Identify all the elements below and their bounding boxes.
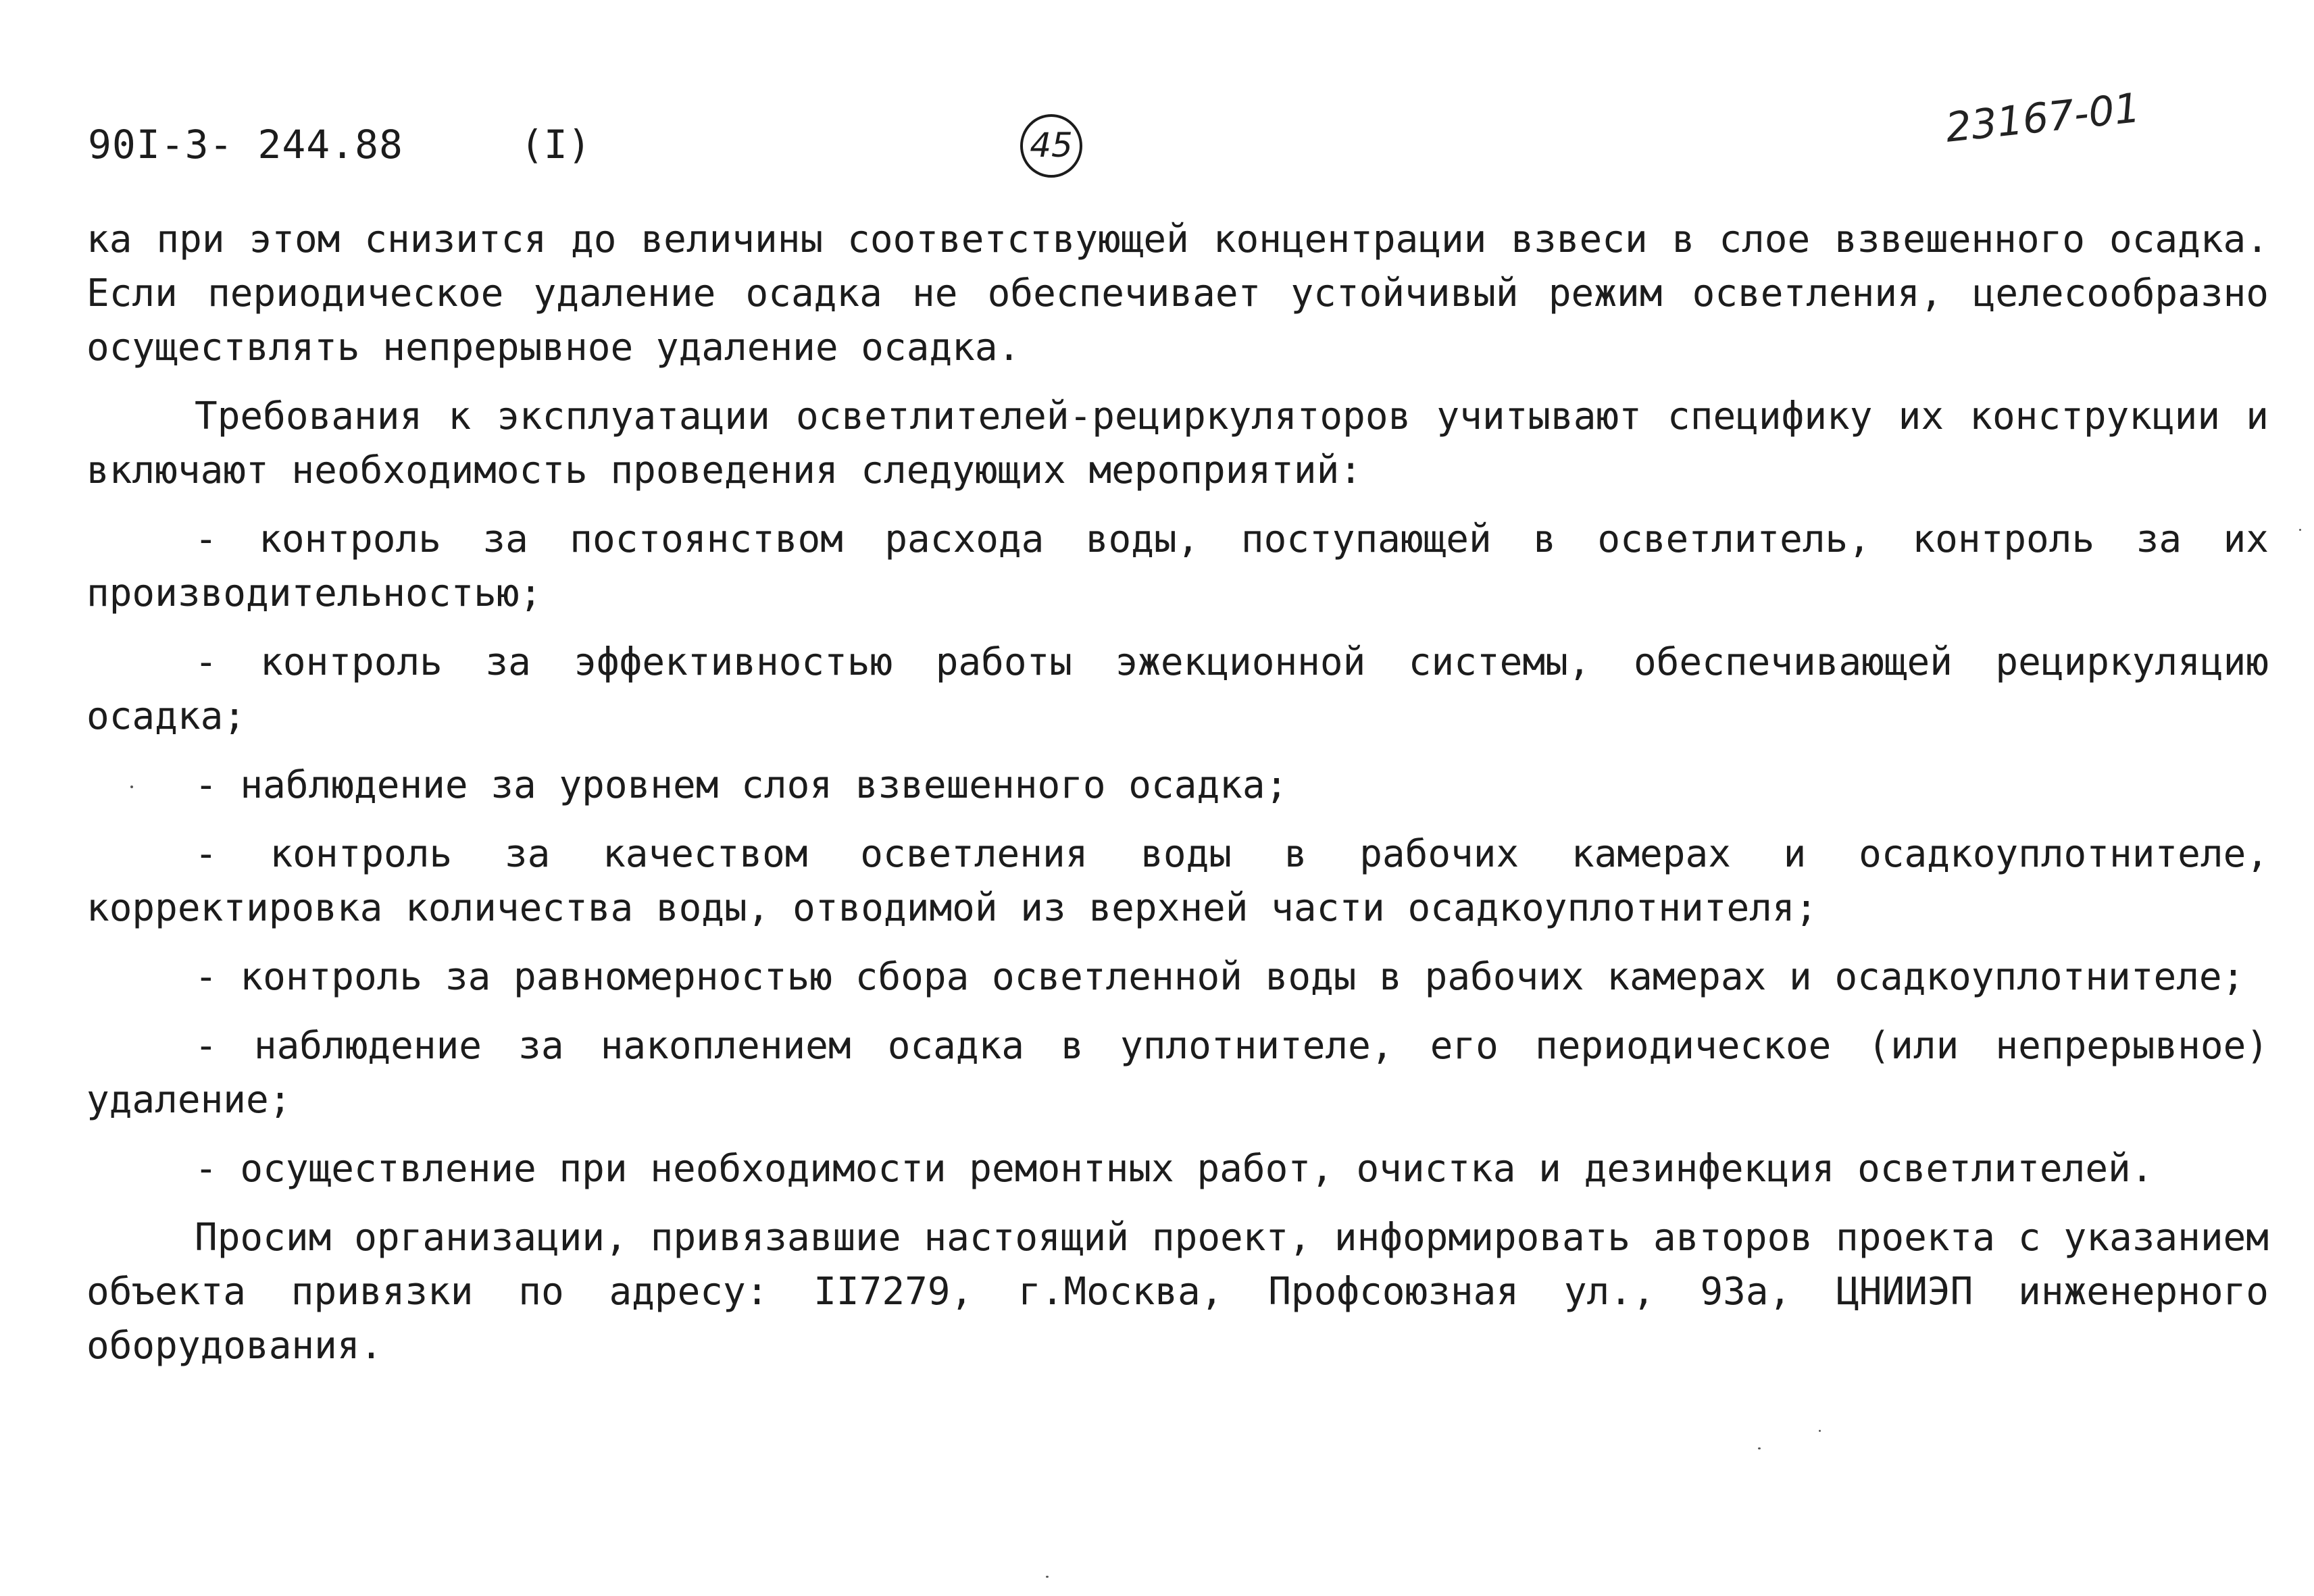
list-item: - наблюдение за уровнем слоя взвешенного осадка; (195, 763, 1288, 807)
handwritten-code: 23167-01 (1943, 84, 2142, 152)
document-body (86, 213, 2269, 1388)
list-item: - контроль за постоянством расхода воды, поступающей в осветлитель, контроль за их производительностью; (86, 517, 2269, 615)
scan-speck (1758, 1447, 1761, 1449)
scan-speck (1819, 1430, 1821, 1432)
list-item: - контроль за качеством осветления воды в рабочих камерах и осадкоуплотнителе, корректировка количества воды, отводимой из верхней части осадкоуплотнителя; (86, 832, 2269, 930)
paragraph-intro: ка при этом снизится до величины соответствующей концентрации взвеси в слое взвешенного осадка. Если периодическое удаление осадка не обеспечивает устойчивый режим осветления, целесообразно осуществлять непрерывное удаление осадка. (86, 217, 2269, 369)
page-number-stamp (1019, 113, 1084, 178)
list-item: - контроль за равномерностью сбора осветленной воды в рабочих камерах и осадкоуплотнителе; (195, 955, 2245, 999)
scan-speck (2299, 529, 2301, 531)
scan-speck (1046, 1576, 1049, 1578)
scan-speck (130, 786, 133, 788)
document-part: (I) (520, 122, 591, 168)
list-item: - осуществление при необходимости ремонтных работ, очистка и дезинфекция осветлителей. (195, 1147, 2154, 1191)
page-number: 45 (1030, 126, 1073, 165)
document-code: 90I-3- 244.88 (88, 122, 403, 168)
list-item: - наблюдение за накоплением осадка в уплотнителе, его периодическое (или непрерывное) удаление; (86, 1024, 2269, 1122)
paragraph-requirements: Требования к эксплуатации осветлителей-рециркуляторов учитывают специфику их конструкции и включают необходимость проведения следующих мероприятий: (86, 394, 2269, 492)
paragraph-request: Просим организации, привязавшие настоящий проект, информировать авторов проекта с указанием объекта привязки по адресу: II7279, г.Москва, Профсоюзная ул., 93а, ЦНИИЭП инженерного оборудования. (86, 1216, 2269, 1368)
list-item: - контроль за эффективностью работы эжекционной системы, обеспечивающей рециркуляцию осадка; (86, 640, 2269, 738)
